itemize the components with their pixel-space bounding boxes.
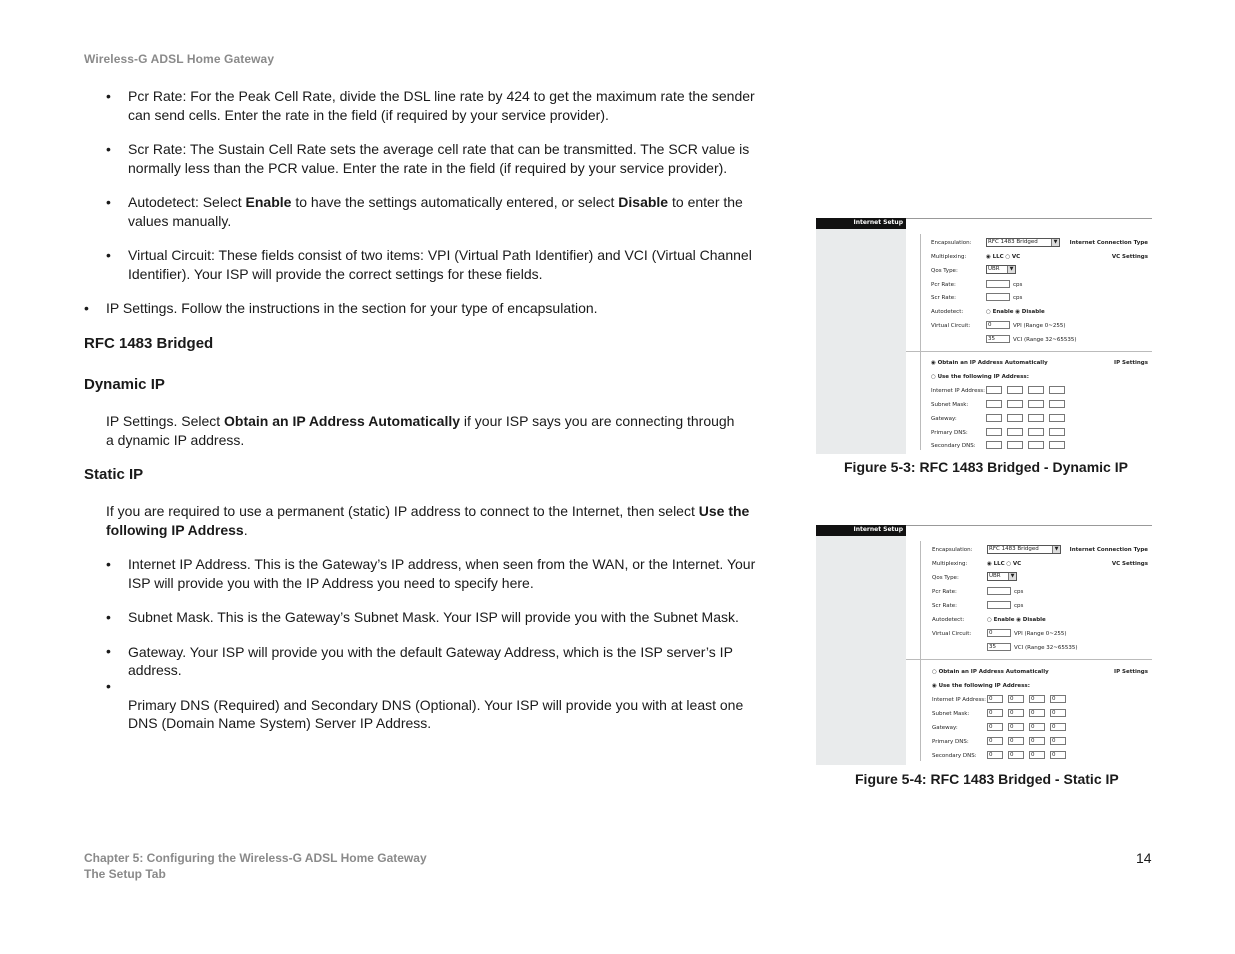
- octet-input: 0: [1050, 709, 1066, 717]
- vci-range: VCI (Range 32~65535): [1014, 645, 1078, 651]
- label-virtual-circuit: Virtual Circuit:: [931, 323, 971, 329]
- label-internet-ip: Internet IP Address:: [931, 388, 986, 394]
- enable-label: Enable: [992, 309, 1014, 315]
- input-scr: [987, 601, 1011, 609]
- bullet-marker: •: [106, 194, 111, 210]
- input-vpi: [986, 321, 1010, 329]
- bullet-virtual-circuit: Virtual Circuit: These fields consist of two items: VPI (Virtual Path Identifier) and VCI (Virtual Channel Identifier). Your ISP will provide the correct settings for these fields.: [128, 247, 752, 282]
- octet-input: 0: [987, 737, 1003, 745]
- heading-rfc-1483-bridged: RFC 1483 Bridged: [84, 335, 214, 352]
- vc-label: VC: [1012, 561, 1022, 567]
- screenshot-divider: [906, 218, 1152, 219]
- input-scr: [986, 293, 1010, 301]
- octet-input: 0: [1029, 709, 1045, 717]
- chevron-down-icon: ▼: [1052, 546, 1060, 553]
- label-qos: Qos Type:: [931, 268, 958, 274]
- input-pcr: [987, 587, 1011, 595]
- scr-unit: cps: [1013, 295, 1023, 301]
- figure-dynamic-ip-screenshot: [816, 218, 1152, 454]
- side-label-vc-settings: VC Settings: [1111, 561, 1148, 567]
- screenshot-divider: [906, 525, 1152, 526]
- qos-value: UBR: [988, 266, 1000, 272]
- label-encapsulation: Encapsulation:: [931, 240, 972, 246]
- autodetect-enable: Enable: [245, 194, 292, 210]
- octet-input: 0: [1008, 737, 1024, 745]
- octet-input: 0: [987, 723, 1003, 731]
- octet-input: [1028, 414, 1044, 422]
- label-virtual-circuit: Virtual Circuit:: [932, 631, 972, 637]
- octet-input: 0: [1050, 751, 1066, 759]
- static-text: If you are required to use a permanent (static) IP address to connect to the Internet, then select: [106, 503, 699, 519]
- static-bold: Use the following IP Address: [106, 503, 750, 538]
- label-scr: Scr Rate:: [931, 295, 956, 301]
- octet-input: [1028, 400, 1044, 408]
- vci-range: VCI (Range 32~65535): [1013, 337, 1077, 343]
- heading-dynamic-ip: Dynamic IP: [84, 376, 165, 393]
- bullet-marker: •: [84, 300, 89, 316]
- label-autodetect: Autodetect:: [932, 617, 965, 623]
- bullet-pcr-rate: Pcr Rate: For the Peak Cell Rate, divide the DSL line rate by 424 to get the maximum rate the sender can send cells. Enter the rate in the field (if required by your service provider).: [128, 88, 755, 123]
- screenshot-title-bar: [816, 525, 906, 536]
- side-label-ip-settings: IP Settings: [1114, 669, 1148, 675]
- octet-input: 0: [1008, 723, 1024, 731]
- bullet-subnet-mask: Subnet Mask. This is the Gateway’s Subnet Mask. Your ISP will provide you with the Subnet Mask.: [128, 609, 739, 625]
- bullet-autodetect: [128, 193, 766, 230]
- octet-input: 0: [1008, 709, 1024, 717]
- octet-input: [986, 414, 1002, 422]
- screenshot-sidebar: [816, 525, 906, 765]
- llc-label: LLC: [993, 561, 1005, 567]
- footer-section: The Setup Tab: [84, 867, 166, 881]
- side-label-ip-settings: IP Settings: [1114, 360, 1148, 366]
- octet-input: [986, 441, 1002, 449]
- vpi-value: 0: [988, 322, 992, 328]
- bullet-dns: Primary DNS (Required) and Secondary DNS (Optional). Your ISP will provide you with at least one DNS (Domain Name System) Server IP Address.: [128, 696, 744, 731]
- octet-input: 0: [1050, 695, 1066, 703]
- octet-input: [1049, 414, 1065, 422]
- radio-autodetect: ○ Enable ◉ Disable: [986, 309, 1045, 315]
- input-pcr: [986, 280, 1010, 288]
- llc-label: LLC: [992, 254, 1004, 260]
- chevron-down-icon: ▼: [1008, 573, 1016, 580]
- heading-static-ip: Static IP: [84, 466, 144, 483]
- chevron-down-icon: ▼: [1051, 239, 1059, 246]
- label-qos: Qos Type:: [932, 575, 959, 581]
- octet-input: 0: [987, 751, 1003, 759]
- octet-input: 0: [987, 709, 1003, 717]
- octet-input: 0: [1008, 695, 1024, 703]
- bullet-scr-rate: Scr Rate: The Sustain Cell Rate sets the average cell rate that can be transmitted. The SCR value is normally less than the PCR value. Enter the rate in the field (if required by your service provider).: [128, 141, 750, 176]
- screenshot-sidebar: [816, 218, 906, 454]
- label-secondary-dns: Secondary DNS:: [932, 753, 977, 759]
- bullet-list-static: [106, 555, 766, 733]
- pcr-unit: cps: [1013, 282, 1023, 288]
- octet-input: [1007, 414, 1023, 422]
- octet-input: [1049, 428, 1065, 436]
- label-subnet: Subnet Mask:: [931, 402, 969, 408]
- radio-llc: ◉ LLC ○ VC: [987, 561, 1022, 567]
- octet-input: 0: [1050, 737, 1066, 745]
- bullet-internet-ip: Internet IP Address. This is the Gateway’s IP address, when seen from the WAN, or the Internet. Your ISP will provide you with the IP Address you need to specify here.: [128, 556, 756, 591]
- use-following-label: Use the following IP Address:: [938, 683, 1030, 689]
- screenshot-column-line: [920, 541, 921, 761]
- label-encapsulation: Encapsulation:: [932, 547, 973, 553]
- screenshot-title: Internet Setup: [853, 219, 903, 226]
- disable-label: Disable: [1022, 617, 1046, 623]
- qos-value: UBR: [989, 573, 1001, 579]
- octet-input: [986, 386, 1002, 394]
- radio-use-following: ○ Use the following IP Address:: [931, 374, 1029, 380]
- bullet-marker: •: [106, 88, 111, 104]
- ip-settings-text: IP Settings. Follow the instructions in the section for your type of encapsulation.: [106, 300, 598, 316]
- octet-input: [1028, 441, 1044, 449]
- paragraph-static-ip: [106, 502, 756, 539]
- select-encapsulation: [987, 545, 1061, 554]
- input-vci: [986, 335, 1010, 343]
- side-label-vc-settings: VC Settings: [1111, 254, 1148, 260]
- encap-value: RFC 1483 Bridged: [988, 239, 1038, 245]
- radio-llc: ◉ LLC ○ VC: [986, 254, 1021, 260]
- bullet-gateway: Gateway. Your ISP will provide you with the default Gateway Address, which is the ISP server’s IP address.: [128, 643, 733, 678]
- footer-chapter: Chapter 5: Configuring the Wireless-G ADSL Home Gateway: [84, 851, 427, 865]
- label-scr: Scr Rate:: [932, 603, 957, 609]
- dynamic-text: IP Settings. Select: [106, 413, 225, 429]
- figure-5-4-caption: Figure 5-4: RFC 1483 Bridged - Static IP: [855, 771, 1119, 787]
- select-qos: [987, 572, 1017, 581]
- radio-use-following: ◉ Use the following IP Address:: [932, 683, 1030, 689]
- figure-static-ip-screenshot: [816, 525, 1152, 765]
- input-vpi: [987, 629, 1011, 637]
- running-header: Wireless-G ADSL Home Gateway: [84, 52, 275, 66]
- label-pcr: Pcr Rate:: [932, 589, 957, 595]
- label-primary-dns: Primary DNS:: [932, 739, 969, 745]
- label-primary-dns: Primary DNS:: [931, 430, 968, 436]
- autodetect-disable: Disable: [618, 194, 669, 210]
- label-autodetect: Autodetect:: [931, 309, 964, 315]
- screenshot-column-line: [920, 234, 921, 450]
- octet-input: [1007, 386, 1023, 394]
- obtain-auto-label: Obtain an IP Address Automatically: [938, 669, 1049, 675]
- octet-input: [1007, 441, 1023, 449]
- octet-input: 0: [1050, 723, 1066, 731]
- radio-autodetect: ○ Enable ◉ Disable: [987, 617, 1046, 623]
- bullet-marker: •: [106, 678, 111, 694]
- vci-value: 35: [988, 336, 995, 342]
- octet-input: 0: [1029, 737, 1045, 745]
- scr-unit: cps: [1014, 603, 1024, 609]
- screenshot-title-bar: [816, 218, 906, 229]
- input-vci: [987, 643, 1011, 651]
- label-gateway: Gateway:: [932, 725, 958, 731]
- label-secondary-dns: Secondary DNS:: [931, 443, 976, 449]
- chevron-down-icon: ▼: [1007, 266, 1015, 273]
- octet-input: [1049, 386, 1065, 394]
- bullet-marker: •: [106, 609, 111, 625]
- octet-input: 0: [987, 695, 1003, 703]
- bullet-ip-settings: [84, 299, 764, 318]
- octet-input: [986, 400, 1002, 408]
- radio-obtain-auto: ◉ Obtain an IP Address Automatically: [931, 360, 1048, 366]
- octet-input: [1028, 428, 1044, 436]
- autodetect-text: Autodetect: Select: [128, 194, 246, 210]
- label-multiplexing: Multiplexing:: [931, 254, 967, 260]
- octet-input: 0: [1008, 751, 1024, 759]
- select-qos: [986, 265, 1016, 274]
- label-subnet: Subnet Mask:: [932, 711, 970, 717]
- label-pcr: Pcr Rate:: [931, 282, 956, 288]
- side-label-connection-type: Internet Connection Type: [1069, 240, 1148, 246]
- autodetect-text-end: to enter the values manually.: [128, 194, 743, 229]
- screenshot-title: Internet Setup: [853, 526, 903, 533]
- dynamic-text-end: if your ISP says you are connecting through a dynamic IP address.: [106, 413, 735, 448]
- dynamic-bold: Obtain an IP Address Automatically: [224, 413, 461, 429]
- page-footer: [84, 850, 427, 882]
- use-following-label: Use the following IP Address:: [937, 374, 1029, 380]
- autodetect-text-mid: to have the settings automatically entered, or select: [291, 194, 619, 210]
- vpi-value: 0: [989, 630, 993, 636]
- enable-label: Enable: [993, 617, 1015, 623]
- octet-input: [986, 428, 1002, 436]
- select-encapsulation: [986, 238, 1060, 247]
- screenshot-section-line: [906, 351, 1152, 352]
- bullet-marker: •: [106, 141, 111, 157]
- octet-input: [1028, 386, 1044, 394]
- octet-input: [1049, 441, 1065, 449]
- octet-input: [1007, 428, 1023, 436]
- label-multiplexing: Multiplexing:: [932, 561, 968, 567]
- vci-value: 35: [989, 644, 996, 650]
- bullet-marker: •: [106, 556, 111, 572]
- screenshot-section-line: [906, 659, 1152, 660]
- encap-value: RFC 1483 Bridged: [989, 546, 1039, 552]
- octet-input: 0: [1029, 751, 1045, 759]
- static-text-end: .: [243, 521, 248, 538]
- paragraph-dynamic-ip: [106, 412, 746, 449]
- radio-obtain-auto: ○ Obtain an IP Address Automatically: [932, 669, 1049, 675]
- bullet-marker: •: [106, 643, 111, 659]
- disable-label: Disable: [1021, 309, 1045, 315]
- bullet-list-settings: [106, 87, 766, 283]
- page-number: 14: [1136, 850, 1152, 866]
- octet-input: 0: [1029, 723, 1045, 731]
- obtain-auto-label: Obtain an IP Address Automatically: [937, 360, 1048, 366]
- label-gateway: Gateway:: [931, 416, 957, 422]
- figure-5-3-caption: Figure 5-3: RFC 1483 Bridged - Dynamic IP: [844, 459, 1128, 475]
- label-internet-ip: Internet IP Address:: [932, 697, 987, 703]
- octet-input: 0: [1029, 695, 1045, 703]
- side-label-connection-type: Internet Connection Type: [1069, 547, 1148, 553]
- octet-input: [1049, 400, 1065, 408]
- octet-input: [1007, 400, 1023, 408]
- pcr-unit: cps: [1014, 589, 1024, 595]
- vpi-range: VPI (Range 0~255): [1014, 631, 1067, 637]
- vc-label: VC: [1011, 254, 1021, 260]
- vpi-range: VPI (Range 0~255): [1013, 323, 1066, 329]
- bullet-marker: •: [106, 247, 111, 263]
